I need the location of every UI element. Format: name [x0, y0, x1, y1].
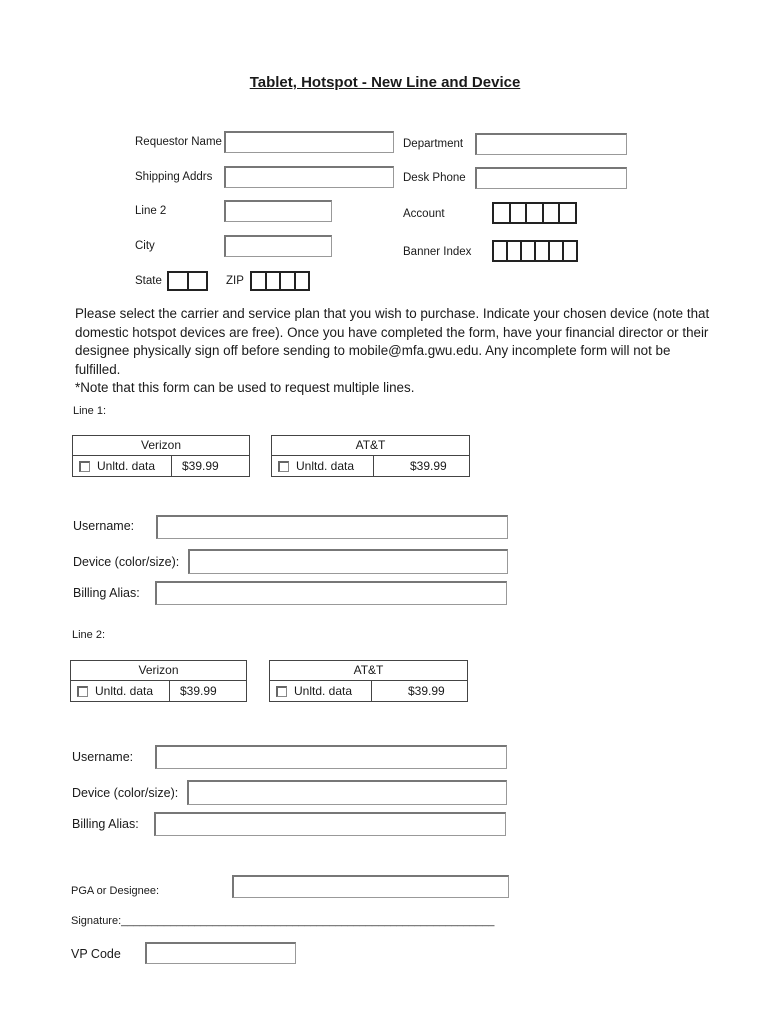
line2-label: Line 2 [135, 205, 167, 217]
instructions-note: *Note that this form can be used to request multiple lines. [75, 380, 415, 395]
form-title: Tablet, Hotspot - New Line and Device [249, 74, 521, 91]
line1-att-name: AT&T [272, 436, 469, 456]
city-label: City [135, 240, 155, 252]
line1-username-field[interactable] [156, 515, 508, 539]
line1-att-plan: Unltd. data [296, 459, 355, 473]
line1-att-box [271, 435, 470, 477]
department-label: Department [403, 138, 464, 150]
line2-verizon-name: Verizon [71, 661, 246, 681]
line1-device-label: Device (color/size): [73, 555, 180, 569]
line2-field[interactable] [224, 200, 332, 222]
line1-device-field[interactable] [188, 549, 508, 574]
desk-phone-field[interactable] [475, 167, 627, 189]
line1-username-label: Username: [73, 519, 135, 533]
banner-index-comb-field[interactable] [492, 240, 578, 262]
line2-heading: Line 2: [72, 629, 106, 641]
line2-att-price: $39.99 [371, 681, 467, 701]
line2-verizon-price: $39.99 [169, 681, 246, 701]
pga-designee-label: PGA or Designee: [71, 885, 160, 897]
line1-verizon-checkbox[interactable] [73, 456, 95, 476]
vp-code-field[interactable] [145, 942, 296, 964]
line1-verizon-name: Verizon [73, 436, 249, 456]
vp-code-label: VP Code [71, 947, 121, 961]
line1-att-price: $39.99 [373, 456, 469, 476]
line2-att-box [269, 660, 468, 702]
requestor-name-label: Requestor Name [135, 136, 222, 148]
desk-phone-label: Desk Phone [403, 172, 466, 184]
line2-username-field[interactable] [155, 745, 507, 769]
line1-billing-alias-label: Billing Alias: [73, 586, 140, 600]
shipping-addrs-field[interactable] [224, 166, 394, 188]
account-comb-field[interactable] [492, 202, 577, 224]
line1-verizon-price: $39.99 [171, 456, 249, 476]
department-field[interactable] [475, 133, 627, 155]
line2-att-checkbox[interactable] [270, 681, 292, 701]
line2-device-field[interactable] [187, 780, 507, 805]
city-field[interactable] [224, 235, 332, 257]
zip-label: ZIP [226, 275, 244, 287]
line2-device-label: Device (color/size): [72, 786, 179, 800]
requestor-name-field[interactable] [224, 131, 394, 153]
line1-heading: Line 1: [73, 405, 107, 417]
line2-verizon-checkbox[interactable] [71, 681, 93, 701]
signature-line[interactable]: Signature:_____________________________________________________________ [71, 915, 495, 927]
state-label: State [135, 275, 162, 287]
line2-verizon-plan: Unltd. data [95, 684, 154, 698]
instructions-paragraph: Please select the carrier and service plan that you wish to purchase. Indicate your chosen device (note that domestic hotspot devices are free). Once you have completed the form, have your financial director or their designee physically sign off before sending to mobile@mfa.gwu.edu. Any incomplete form will not be fulfilled. [75, 306, 710, 377]
line2-att-name: AT&T [270, 661, 467, 681]
line1-verizon-box [72, 435, 250, 477]
account-label: Account [403, 208, 445, 220]
line1-billing-alias-field[interactable] [155, 581, 507, 605]
line2-att-plan: Unltd. data [294, 684, 353, 698]
zip-comb-field[interactable] [250, 271, 310, 291]
line2-billing-alias-label: Billing Alias: [72, 817, 139, 831]
line2-verizon-box [70, 660, 247, 702]
pga-designee-field[interactable] [232, 875, 509, 898]
instructions [75, 305, 715, 398]
line2-billing-alias-field[interactable] [154, 812, 506, 836]
banner-index-label: Banner Index [403, 246, 472, 258]
line1-verizon-plan: Unltd. data [97, 459, 156, 473]
line1-att-checkbox[interactable] [272, 456, 294, 476]
state-comb-field[interactable] [167, 271, 208, 291]
line2-username-label: Username: [72, 750, 134, 764]
shipping-addrs-label: Shipping Addrs [135, 171, 213, 183]
